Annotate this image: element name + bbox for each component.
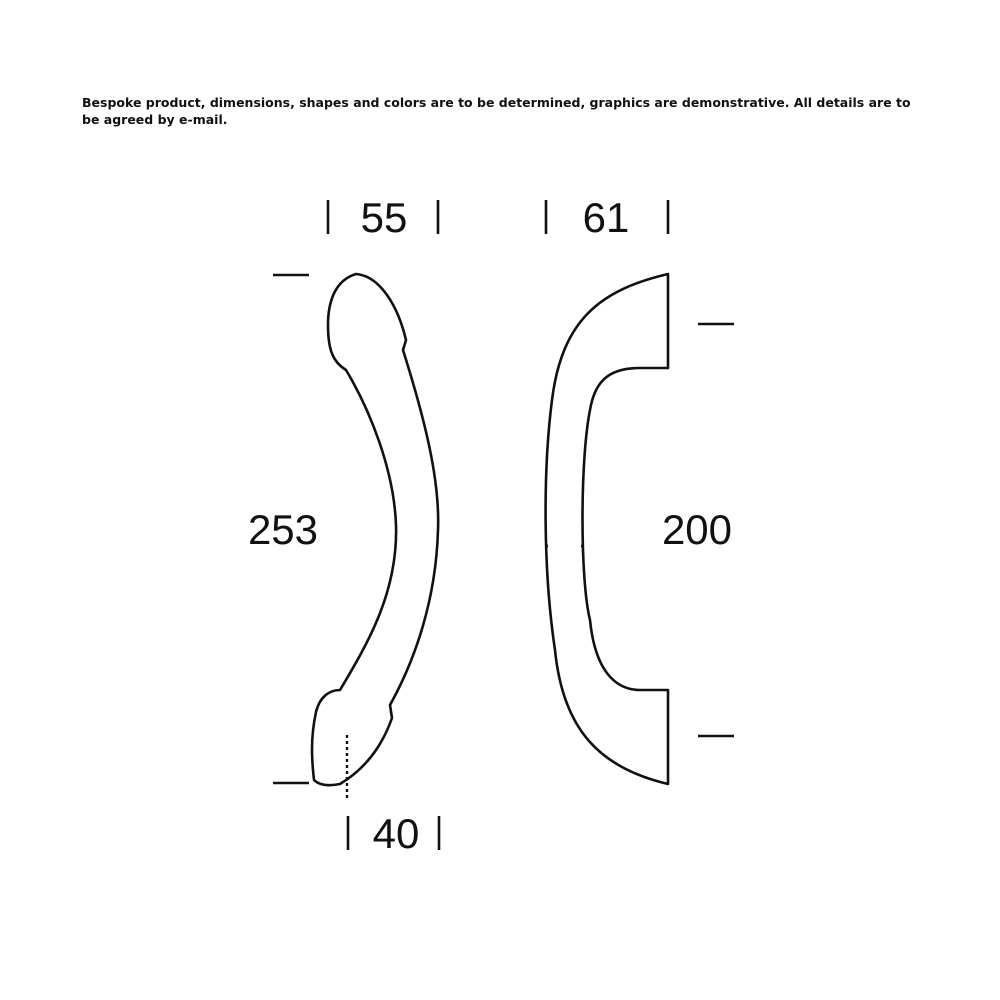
disclaimer-note: Bespoke product, dimensions, shapes and colors are to be determined, graphics are demonstrative. All details are to be agreed by e-mail. (82, 95, 911, 127)
side-view (545, 274, 668, 784)
front-width-value: 55 (360, 194, 408, 241)
base-width-value: 40 (372, 810, 420, 857)
front-view (312, 274, 438, 800)
side-depth-value: 61 (582, 194, 630, 241)
dimension-side-depth (546, 194, 668, 241)
side-handle-outline (546, 274, 668, 784)
dimension-center-distance (662, 324, 734, 736)
front-handle-outline (312, 274, 438, 785)
dimension-base-width (348, 810, 439, 857)
dimension-front-width (328, 194, 438, 241)
total-length-value: 253 (247, 506, 319, 553)
dimension-total-length (248, 275, 318, 783)
center-distance-value: 200 (661, 506, 733, 553)
